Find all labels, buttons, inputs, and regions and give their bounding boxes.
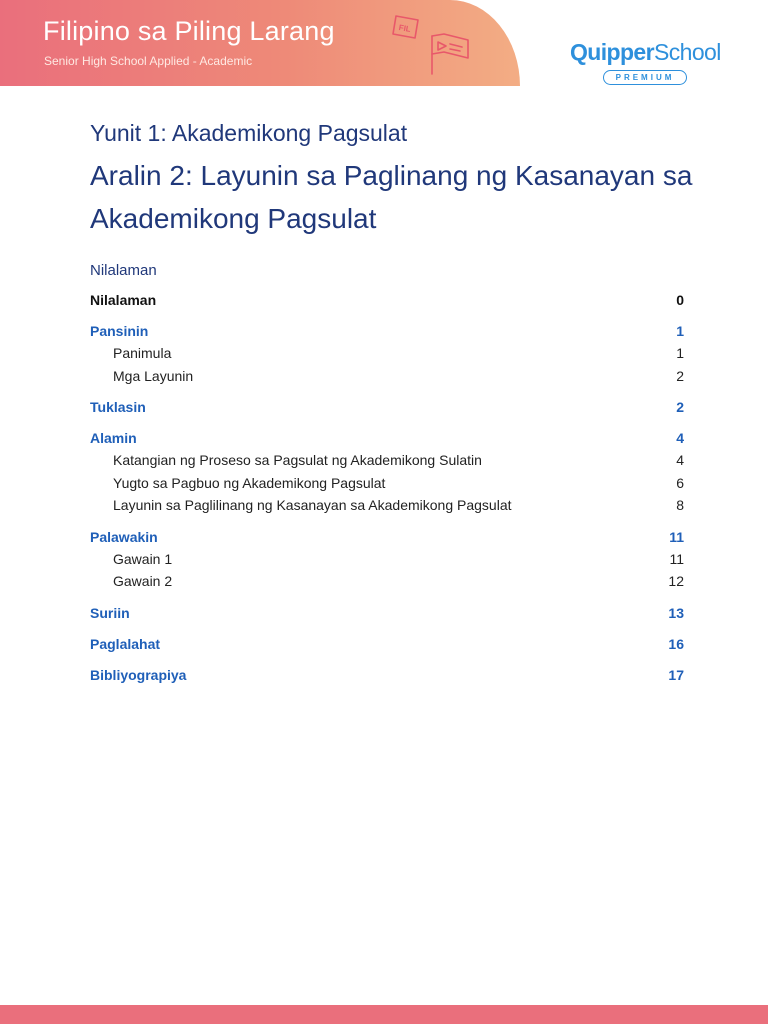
toc-entry-yugto[interactable] — [90, 472, 684, 495]
toc-entry-suriin[interactable] — [90, 602, 684, 624]
toc-entry-gawain-1[interactable] — [90, 548, 684, 571]
toc-entry-nilalaman[interactable] — [90, 289, 684, 311]
toc-entry-page: 1 — [676, 345, 684, 362]
toc-entry-katangian[interactable] — [90, 449, 684, 472]
toc-entry-alamin[interactable] — [90, 427, 684, 449]
toc-entry-bibliyograpiya[interactable] — [90, 664, 684, 686]
toc-entry-label: Palawakin — [90, 528, 158, 545]
toc-entry-layunin[interactable] — [90, 494, 684, 517]
toc-entry-page: 0 — [676, 292, 684, 308]
toc-entry-page: 11 — [669, 550, 684, 567]
toc-entry-page: 17 — [668, 666, 684, 683]
toc-entry-label: Pansinin — [90, 323, 149, 339]
toc-entry-label: Layunin sa Paglilinang ng Kasanayan sa Akademikong Pagsulat — [113, 497, 512, 514]
flag-sign-icon — [388, 10, 474, 76]
toc-heading: Nilalaman — [90, 262, 157, 279]
premium-badge: PREMIUM — [603, 70, 687, 85]
toc-entry-label: Mga Layunin — [113, 367, 194, 384]
toc-entry-pansinin[interactable] — [90, 320, 684, 342]
lesson-title: Aralin 2: Layunin sa Paglinang ng Kasanayan sa Akademikong Pagsulat — [90, 160, 693, 234]
toc-entry-page: 2 — [676, 399, 684, 415]
brand-name: QuipperSchool — [570, 39, 721, 65]
table-of-contents — [90, 289, 684, 686]
toc-entry-page: 6 — [676, 474, 684, 491]
toc-entry-paglalahat[interactable] — [90, 633, 684, 655]
toc-entry-label: Nilalaman — [90, 292, 157, 308]
toc-entry-label: Yugto sa Pagbuo ng Akademikong Pagsulat — [113, 474, 386, 491]
quipper-school-logo — [570, 38, 726, 85]
toc-entry-page: 16 — [668, 635, 684, 652]
toc-entry-page: 8 — [676, 497, 684, 514]
course-title: Filipino sa Piling Larang — [43, 16, 335, 46]
toc-entry-gawain-2[interactable] — [90, 570, 684, 593]
toc-entry-label: Paglalahat — [90, 635, 161, 652]
toc-entry-page: 2 — [676, 367, 684, 384]
svg-text:FIL: FIL — [398, 23, 412, 34]
toc-entry-mga-layunin[interactable] — [90, 365, 684, 388]
toc-entry-page: 4 — [676, 430, 684, 446]
toc-entry-label: Tuklasin — [90, 399, 146, 415]
toc-entry-label: Gawain 1 — [113, 550, 173, 567]
toc-entry-page: 12 — [668, 573, 684, 590]
toc-entry-panimula[interactable] — [90, 342, 684, 365]
unit-title: Yunit 1: Akademikong Pagsulat — [90, 120, 408, 146]
toc-entry-label: Alamin — [90, 430, 137, 446]
toc-entry-label: Suriin — [90, 604, 130, 621]
toc-entry-page: 1 — [676, 323, 684, 339]
header-band — [0, 0, 520, 86]
toc-entry-page: 4 — [676, 452, 684, 469]
course-subtitle: Senior High School Applied - Academic — [44, 54, 253, 68]
toc-entry-page: 13 — [668, 604, 684, 621]
toc-entry-palawakin[interactable] — [90, 526, 684, 548]
toc-entry-label: Panimula — [113, 345, 172, 362]
toc-entry-page: 11 — [669, 528, 684, 545]
footer-band — [0, 1005, 768, 1024]
toc-entry-tuklasin[interactable] — [90, 396, 684, 418]
toc-entry-label: Katangian ng Proseso sa Pagsulat ng Akademikong Sulatin — [113, 452, 482, 469]
toc-entry-label: Bibliyograpiya — [90, 666, 187, 683]
toc-entry-label: Gawain 2 — [113, 573, 173, 590]
